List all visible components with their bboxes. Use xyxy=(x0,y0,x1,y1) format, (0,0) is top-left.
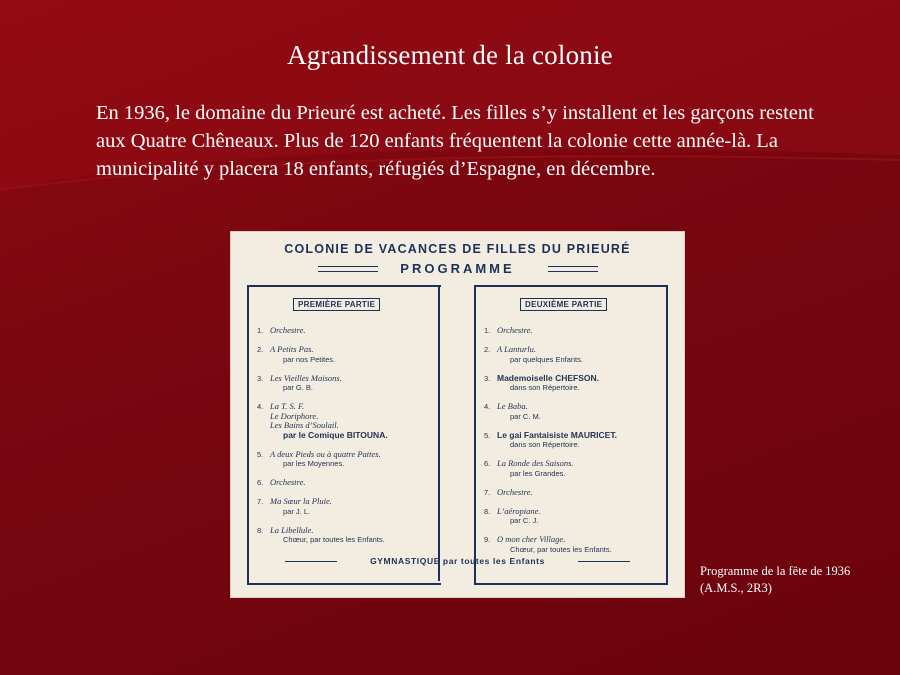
list-item: 8. La Libellule. Chœur, par toutes les Enfants. xyxy=(257,524,385,544)
list-item: 6. La Ronde des Saisons. par les Grandes. xyxy=(484,458,574,478)
programme-title: PROGRAMME xyxy=(400,261,515,276)
document-footer: GYMNASTIQUE par toutes les Enfants xyxy=(370,556,545,566)
document-header: COLONIE DE VACANCES DE FILLES DU PRIEURÉ xyxy=(284,242,631,256)
part2-label: DEUXIÈME PARTIE xyxy=(520,298,607,311)
part1-frame-right xyxy=(438,285,440,581)
list-item: 1. Orchestre. xyxy=(257,325,306,335)
list-item: 5. Le gai Fantaisiste MAURICET. dans son Répertoire. xyxy=(484,429,617,449)
part1-list xyxy=(257,326,437,554)
list-item: 4. Le Baba. par C. M. xyxy=(484,401,541,421)
list-item: 5. A deux Pieds ou à quatre Pattes. par les Moyennes. xyxy=(257,448,381,468)
list-item: 2. A Lanturlu. par quelques Enfants. xyxy=(484,344,583,364)
list-item: 8. L’aéropiane. par C. J. xyxy=(484,505,541,525)
list-item: 2. A Petits Pas. par nos Petites. xyxy=(257,344,336,364)
list-item: 3. Les Vieilles Maisons. par G. B. xyxy=(257,372,342,392)
image-caption: Programme de la fête de 1936 (A.M.S., 2R3) xyxy=(700,564,851,595)
list-item: 4. La T. S. F. Le Doriphore. Les Bains d’Soulail. par le Comique BITOUNA. xyxy=(257,401,388,440)
programme-document-image xyxy=(230,231,685,598)
ornament-line-right xyxy=(548,266,598,272)
list-item: 7. Orchestre. xyxy=(484,486,533,497)
programme-heading xyxy=(230,261,685,277)
list-item: 1. Orchestre. xyxy=(484,325,533,335)
footer-line-right xyxy=(578,561,630,562)
slide-body-text: En 1936, le domaine du Prieuré est acheté. Les filles s’y installent et les garçons restent aux Quatre Chêneaux. Plus de 120 enfants fréquentent la colonie cette année-là. La municipalité y placera 18 enfants, réfugiés d’Espagne, en décembre. xyxy=(96,102,814,180)
part2-list xyxy=(484,326,664,564)
slide-title: Agrandissement de la colonie xyxy=(287,40,613,70)
list-item: 9. O mon cher Village. Chœur, par toutes les Enfants. xyxy=(484,534,612,554)
list-item: 3. Mademoiselle CHEFSON. dans son Répertoire. xyxy=(484,372,600,392)
part1-label: PREMIÈRE PARTIE xyxy=(293,298,380,311)
list-item: 7. Ma Sœur la Pluie. par J. L. xyxy=(257,496,332,516)
list-item: 6. Orchestre. xyxy=(257,477,306,487)
